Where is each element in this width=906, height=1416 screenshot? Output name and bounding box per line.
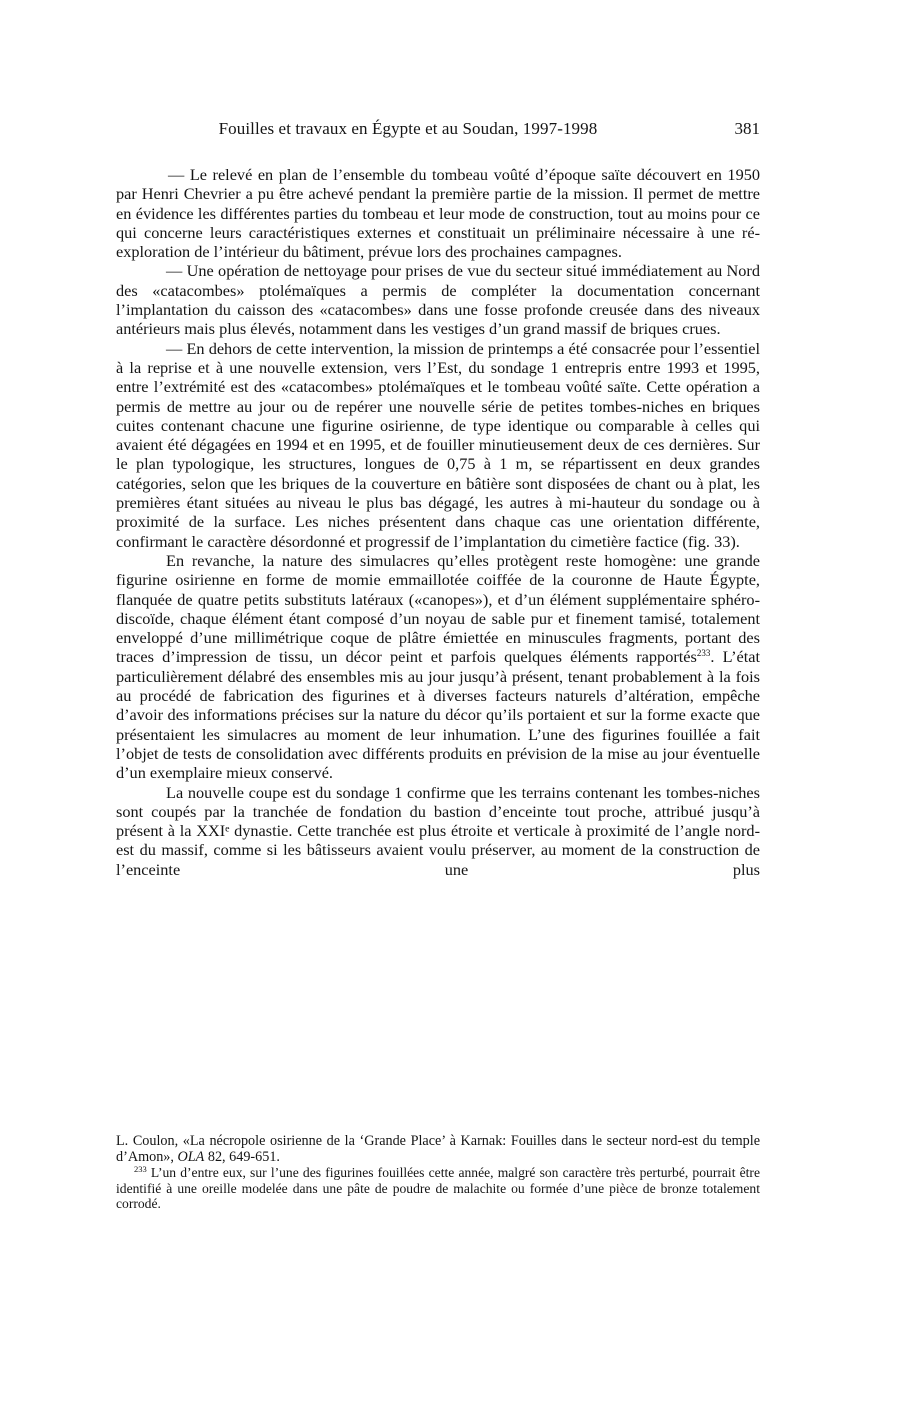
paragraph-4-text-a: En revanche, la nature des simulacres qu’elles protègent reste homogène: une grande figurine osirienne en forme de momie emmaillotée coiffée de la couronne de Haute Égypte, flanquée de quatre petits substituts latéraux («canopes»), et d’un élément supplémentaire sphéro-discoïde, chaque élément étant composé d’un noyau de sable pur et finement tamisé, totalement enveloppé d’une millimétrique coque de plâtre émiettée en minuscules fragments, portant des traces d’impression de tissu, un décor peint et parfois quelques éléments rapportés — [116, 550, 760, 667]
footnote-233 — [116, 1165, 760, 1212]
footnote-233-text: L’un d’entre eux, sur l’une des figurines fouillées cette année, malgré son caractère très perturbé, pourrait être identifié à une oreille modelée dans une pâte de poudre de malachite ou formée d’une pièce de bronze totalement corrodé. — [116, 1165, 760, 1211]
footnote-reference-233: 233 — [696, 648, 711, 659]
footnote-continuation-pages: 82, 649-651. — [204, 1148, 280, 1165]
running-head — [116, 117, 760, 141]
running-title: Fouilles et travaux en Égypte et au Soudan, 1997-1998 — [218, 119, 598, 138]
paragraph-3: — En dehors de cette intervention, la mission de printemps a été consacrée pour l’essentiel à la reprise et à une nouvelle extension, vers l’Est, du sondage 1 entrepris entre 1993 et 1995, entre l’extrémité est des «catacombes» ptolémaïques et le tombeau voûté saïte. Cette opération a permis de mettre au jour ou de repérer une nouvelle série de petites tombes-niches en briques cuites contenant chacune une figurine osirienne, de type identique ou comparable à celles qui avaient été dégagées en 1994 et en 1995, et de fouiller minutieusement deux de ces dernières. Sur le plan typologique, les structures, longues de 0,75 à 1 m, se répartissent en deux grandes catégories, selon que les briques de la couverture en bâtière sont disposées de chant ou à plat, les premières étant situées au niveau le plus bas dégagé, les autres à mi-hauteur du sondage ou à proximité de la surface. Les niches présentent dans chaque cas une orientation différente, confirmant le caractère désordonné et progressif de l’implantation du cimetière factice (fig. 33). — [116, 338, 760, 551]
paragraph-4 — [116, 551, 760, 783]
paragraph-5: La nouvelle coupe est du sondage 1 confirme que les terrains contenant les tombes-niches sont coupés par la tranchée de fondation du bastion d’enceinte tout proche, attribué jusqu’à présent à la XXIᵉ dynastie. Cette tranchée est plus étroite et verticale à proximité de l’angle nord-est du massif, comme si les bâtisseurs avaient voulu préserver, au moment de la construction de l’enceinte une plus — [116, 782, 760, 879]
page-number: 381 — [734, 119, 760, 138]
footnote-continuation-text: L. Coulon, «La nécropole osirienne de la ‘Grande Place’ à Karnak: Fouilles dans le secteur nord-est du temple d’Amon», — [116, 1133, 760, 1165]
paragraph-4-text-b: . L’état particulièrement délabré des ensembles mis au jour jusqu’à présent, tenant probablement à la fois au procédé de fabrication des figurines et à diverses facteurs naturels d’altération, empêche d’avoir des informations précises sur la nature du décor qu’ils portaient et sur la forme exacte que présentaient les simulacres au moment de leur inhumation. L’une des figurines fouillée a fait l’objet de tests de consolidation avec différents produits en prévision de la mise au jour éventuelle d’un exemplaire mieux conservé. — [116, 647, 760, 783]
paragraph-2: — Une opération de nettoyage pour prises de vue du secteur situé immédiatement au Nord des «catacombes» ptolémaïques a permis de compléter la documentation concernant l’implantation du caisson des «catacombes» dans une fosse profonde creusée dans des niveaux antérieurs mais plus élevés, notamment dans les vestiges d’un grand massif de briques crues. — [116, 261, 760, 339]
paragraph-1: — Le relevé en plan de l’ensemble du tombeau voûté d’époque saïte découvert en 1950 par Henri Chevrier a pu être achevé pendant la première partie de la mission. Il permet de mettre en évidence les différentes parties du tombeau et leur mode de construction, tout au moins pour ce qui concerne leurs caractéristiques externes et constituait un préliminaire nécessaire à une ré-exploration de l’intérieur du bâtiment, prévue lors des prochaines campagnes. — [116, 165, 760, 262]
footnote-233-number: 233 — [134, 1164, 147, 1174]
footnote-series-abbreviation: OLA — [177, 1148, 205, 1165]
footnotes — [116, 1134, 760, 1212]
main-text — [116, 165, 760, 879]
footnote-continuation — [116, 1134, 760, 1165]
